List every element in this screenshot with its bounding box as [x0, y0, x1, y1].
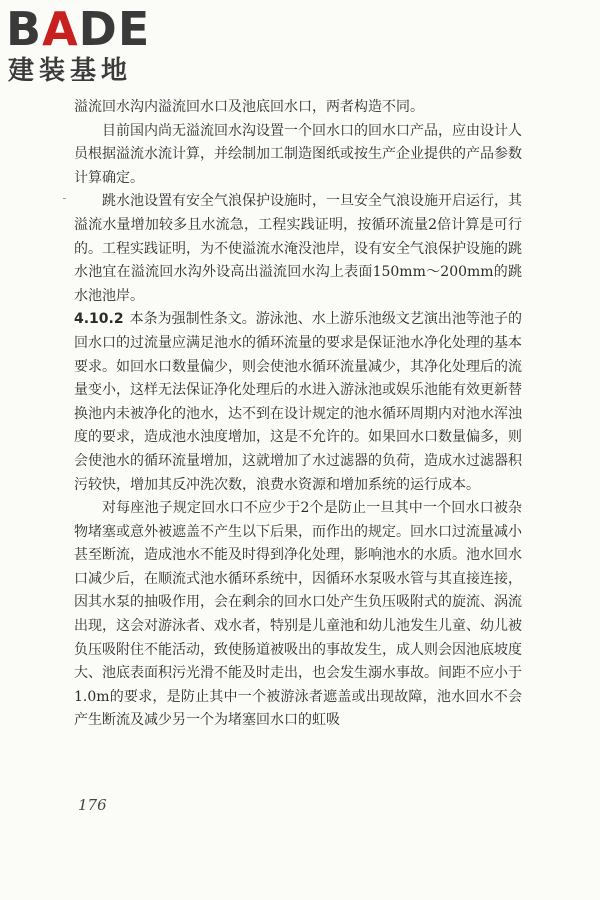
logo-letter-a-accent: A — [42, 2, 79, 56]
paragraph: 对每座池子规定回水口不应少于2个是防止一旦其中一个回水口被杂物堵塞或意外被遮盖不产生以下后果，而作出的规定。回水口过流量减小甚至断流，造成池水不能及时得到净化处理，影响池水的水质。池水回水口减少后，在顺流式池水循环系统中，因循环水泵吸水管与其直接连接，因其水泵的抽吸作用，会在剩余的回水口处产生负压吸附式的旋流、涡流出现，这会对游泳者、戏水者，特别是儿童池和幼儿池发生儿童、幼儿被负压吸附住不能活动，致使肠道被吸出的事故发生，成人则会因池底坡度大、池底表面积污光滑不能及时走出，也会发生溺水事故。间距不应小于1.0m的要求，是防止其中一个被游泳者遮盖或出现故障，池水回水不会产生断流及减少另一个为堵塞回水口的虹吸 — [74, 500, 522, 729]
logo-subtitle: 建装基地 — [8, 56, 133, 86]
page-number: 176 — [78, 796, 107, 814]
paragraph: 目前国内尚无溢流回水沟设置一个回水口的回水口产品，应由设计人员根据溢流水流计算，并绘制加工制造图纸或按生产企业提供的产品参数计算确定。 — [74, 122, 522, 186]
clause-paragraph — [74, 308, 522, 497]
logo-wordmark — [6, 4, 150, 54]
paragraph: 跳水池设置有安全气浪保护设施时，一旦安全气浪设施开启运行，其溢流水量增加较多且水流急，工程实践证明，按循环流量2倍计算是可行的。工程实践证明，为不使溢流水淹没池岸，设有安全气浪保护设施的跳水池宜在溢流回水沟外设高出溢流回水沟上表面150mm～200mm的跳水池池岸。 — [74, 193, 522, 304]
logo-letters-de: DE — [78, 2, 151, 56]
clause-number: 4.10.2 — [74, 311, 124, 328]
clause-text: 本条为强制性条文。游泳池、水上游乐池级文艺演出池等池子的回水口的过流量应满足池水的循环流量的要求是保证池水净化处理的基本要求。如回水口数量偏少，则会使池水循环流量减少，其净化处理后的流量变小，这样无法保证净化处理后的水进入游泳池或娱乐池能有效更新替换池内未被净化的池水，达不到在设计规定的池水循环周期内对池水浑浊度的要求，造成池水浊度增加，这是不允许的。如果回水口数量偏多，则会使池水的循环流量增加，这就增加了水过滤器的负荷，造成水过滤器积污较快，增加其反冲洗次数，浪费水资源和增加系统的运行成本。 — [74, 311, 522, 493]
paragraph-continuation: 溢流回水沟内溢流回水口及池底回水口，两者构造不同。 — [74, 99, 424, 115]
scan-speck — [63, 198, 66, 199]
logo-letter-b: B — [6, 2, 43, 56]
document-body — [74, 96, 522, 733]
bade-logo — [6, 4, 176, 88]
